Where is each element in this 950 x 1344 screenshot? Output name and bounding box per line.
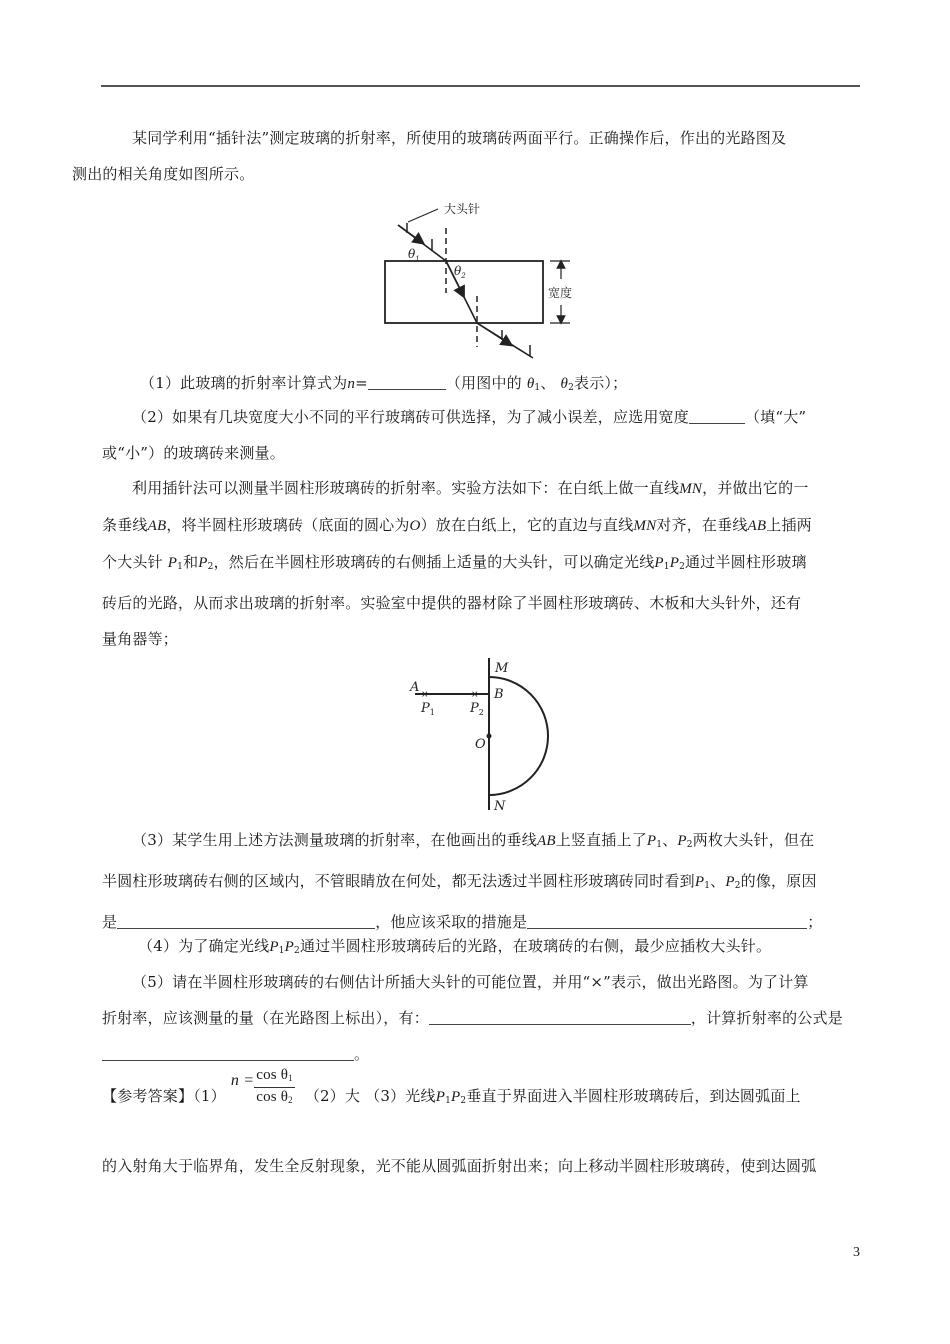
q1-text: （1）此玻璃的折射率计算式为 — [140, 374, 348, 392]
q1-answer-blank[interactable] — [368, 375, 446, 390]
q1-sep: 、 — [540, 374, 556, 392]
answer-1-label: （1） — [193, 1087, 226, 1105]
question-3 — [102, 822, 862, 940]
label-MN-2: MN — [633, 518, 657, 534]
intro-line-1: 某同学利用“插针法”测定玻璃的折射率，所使用的玻璃砖两面平行。正确操作后，作出的光路图及 — [132, 129, 787, 147]
label-P1P2-a: P — [654, 555, 664, 571]
fraction-denominator: $\cos \theta_2$ — [256, 1088, 293, 1105]
q3-P1-sub: 1 — [656, 840, 663, 850]
q3-l2-sep: 、 — [710, 872, 726, 890]
intro-paragraph — [72, 120, 862, 192]
answer-3a: （3）光线 — [365, 1087, 436, 1105]
q3-sep: 、 — [662, 831, 678, 849]
q5-quantities-blank[interactable] — [429, 1010, 691, 1025]
fraction-numerator: $\cos \theta_1$ — [254, 1066, 295, 1088]
q5-l2a: 折射率，应该测量的量（在光路图上标出），有： — [102, 1009, 429, 1027]
question-2 — [102, 399, 862, 471]
q3-l2a: 半圆柱形玻璃砖右侧的区域内，不管眼睛放在何处，都无法透过半圆柱形玻璃砖同时看到 — [102, 872, 695, 890]
theta1-label: $\theta_1$ — [408, 247, 420, 263]
q4-a: （4）为了确定光线 — [138, 937, 270, 955]
part2-l5: 量角器等； — [102, 630, 179, 648]
q4-P1: P — [269, 939, 279, 955]
part2-l2e: 上插两 — [766, 516, 812, 534]
q4-P2: P — [284, 939, 295, 955]
q3-l3a: 是 — [102, 913, 118, 931]
q3-l3c: ； — [807, 913, 823, 931]
part2-l2b: ，将半圆柱形玻璃砖（底面的圆心为 — [166, 516, 410, 534]
q3-l3b: ，他应该采取的措施是 — [375, 913, 528, 931]
answer-n-eq: n = — [230, 1072, 255, 1089]
q5-l1: （5）请在半圆柱形玻璃砖的右侧估计所插大头针的可能位置，并用“×”表示，做出光路图。为了计算 — [132, 973, 809, 991]
label-P1: P — [167, 555, 178, 571]
label-M: M — [495, 661, 509, 676]
width-label: 宽度 — [548, 286, 573, 300]
answer-3b: 垂直于界面进入半圆柱形玻璃砖后，到达圆弧面上 — [466, 1087, 801, 1105]
q3-measure-blank[interactable] — [527, 914, 807, 929]
answer-line-2 — [102, 1148, 862, 1184]
part2-l4: 砖后的光路，从而求出玻璃的折射率。实验室中提供的器材除了半圆柱形玻璃砖、木板和大头针外，还有 — [102, 594, 802, 612]
q3-l1b: 上竖直插上了 — [555, 831, 647, 849]
theta2-label: $\theta_2$ — [454, 264, 466, 280]
part2-l3b: 和 — [183, 553, 199, 571]
part2-l1a: 利用插针法可以测量半圆柱形玻璃砖的折射率。实验方法如下：在白纸上做一直线 — [132, 479, 680, 497]
q4-P1-sub: 1 — [278, 946, 285, 956]
answer-P1-sub: 1 — [445, 1096, 451, 1106]
page-number: 3 — [853, 1245, 860, 1260]
q1-theta1: θ — [526, 376, 535, 392]
pin-P1-mark: × — [421, 690, 429, 700]
q4-P2-sub: 2 — [294, 946, 300, 956]
q5-l2b: ，计算折射率的公式是 — [690, 1009, 843, 1027]
q4-b: 通过半圆柱形玻璃砖后的光路，在玻璃砖的右侧，最少应插枚大头针。 — [299, 937, 772, 955]
part2-l3a: 个大头针 — [102, 553, 163, 571]
part2-l2a: 条垂线 — [102, 516, 148, 534]
q3-reason-blank[interactable] — [117, 914, 375, 929]
q1-var-n: n — [347, 376, 356, 392]
q1-theta1-sub: 1 — [534, 383, 541, 393]
q1-suffix-a: （用图中的 — [445, 374, 522, 392]
q2-line-2: 或“小”）的玻璃砖来测量。 — [102, 444, 285, 462]
figure-glass-slab — [370, 195, 590, 365]
answer-2: （2）大 — [304, 1087, 361, 1105]
part2-paragraph — [102, 470, 862, 657]
label-AB: AB — [147, 518, 167, 534]
label-P1P2-b-sub: 2 — [679, 562, 686, 572]
pin-P2-mark: × — [471, 690, 479, 700]
label-P1P2-a-sub: 1 — [663, 562, 670, 572]
label-P1P2-b: P — [669, 555, 680, 571]
q3-l1a: （3）某学生用上述方法测量玻璃的折射率，在他画出的垂线 — [132, 831, 537, 849]
q2-line-1a: （2）如果有几块宽度大小不同的平行玻璃砖可供选择，为了减小误差，应选用宽度 — [132, 408, 689, 426]
q5-l3: 。 — [354, 1045, 370, 1063]
q3-P2: P — [677, 833, 687, 849]
answer-fraction — [254, 1066, 295, 1109]
q1-eq: = — [355, 374, 368, 392]
question-5 — [102, 964, 862, 1072]
answer-line-2-text: 的入射角大于临界角，发生全反射现象，光不能从圆弧面折射出来；向上移动半圆柱形玻璃砖，使到达圆弧 — [102, 1157, 817, 1175]
q2-answer-blank[interactable] — [689, 409, 745, 424]
answer-P2: P — [451, 1089, 461, 1105]
part2-l3c: ，然后在半圆柱形玻璃砖的右侧插上适量的大头针，可以确定光线 — [213, 553, 655, 571]
label-O: O — [409, 518, 421, 534]
q3-P1: P — [646, 833, 657, 849]
q3-l2-P2-sub: 2 — [734, 881, 741, 891]
q1-theta2-sub: 2 — [568, 383, 575, 393]
label-N: N — [494, 799, 506, 814]
q3-P2-sub: 2 — [686, 840, 693, 850]
answer-section — [102, 1066, 862, 1123]
pin-label: 大头针 — [444, 202, 481, 216]
answer-P1: P — [435, 1089, 446, 1105]
center-O-dot — [487, 734, 492, 739]
part2-l3d: 通过半圆柱形玻璃 — [685, 553, 807, 571]
label-AB-2: AB — [747, 518, 767, 534]
label-B: B — [494, 687, 504, 702]
q5-formula-blank[interactable] — [102, 1046, 354, 1061]
question-4 — [102, 928, 862, 969]
q3-AB: AB — [536, 833, 556, 849]
intro-line-2: 测出的相关角度如图所示。 — [72, 165, 255, 183]
label-O-fig: O — [475, 737, 486, 752]
figure-semicircle-glass — [400, 650, 560, 815]
incident-arrow — [398, 225, 420, 241]
glass-slab — [385, 261, 543, 323]
header-rule — [101, 85, 860, 87]
q2-line-1b: （填“大” — [744, 408, 807, 426]
emergent-arrow — [477, 323, 508, 343]
answer-P2-sub: 2 — [460, 1096, 467, 1106]
label-A: A — [410, 680, 420, 695]
q3-l2-P1: P — [694, 874, 705, 890]
label-P2-fig: $P_2$ — [470, 701, 484, 717]
label-P1-sub: 1 — [177, 562, 184, 572]
pin-label-leader — [408, 209, 438, 222]
label-P2-sub: 2 — [207, 562, 214, 572]
answer-label: 【参考答案】 — [102, 1087, 194, 1105]
part2-l2d: 对齐，在垂线 — [656, 516, 748, 534]
part2-l1b: ，并做出它的一 — [702, 479, 809, 497]
q1-suffix-b: 表示）； — [574, 374, 628, 392]
q3-l2-P1-sub: 1 — [704, 881, 711, 891]
label-P1-fig: $P_1$ — [421, 701, 435, 717]
part2-l2c: ）放在白纸上，它的直边与直线 — [420, 516, 634, 534]
q3-l2-P2: P — [725, 874, 735, 890]
q3-l2b: 的像，原因 — [740, 872, 817, 890]
q3-l1c: 两枚大头针，但在 — [692, 831, 815, 849]
q1-theta2: θ — [560, 376, 569, 392]
label-MN: MN — [679, 481, 703, 497]
label-P2: P — [198, 555, 208, 571]
